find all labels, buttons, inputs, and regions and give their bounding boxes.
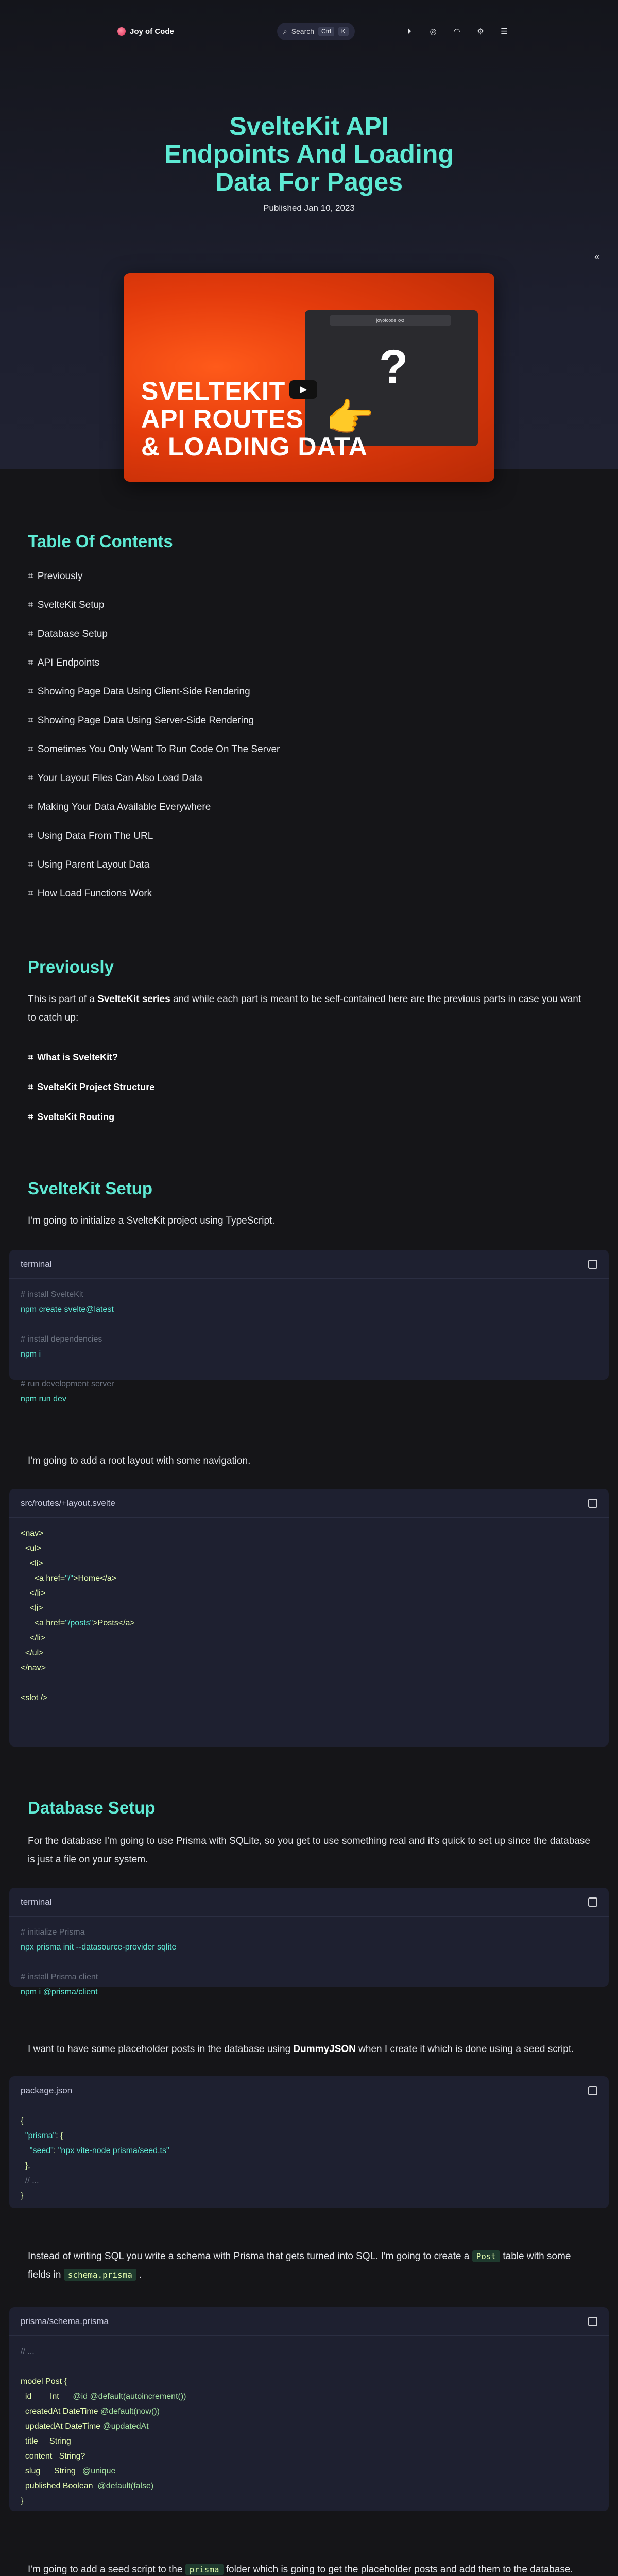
- code-filename: prisma/schema.prisma: [21, 2316, 109, 2326]
- toc-item-label: Your Layout Files Can Also Load Data: [37, 773, 203, 784]
- text: I'm going to add a seed script to the: [28, 2564, 185, 2575]
- text: This is part of a: [28, 994, 98, 1005]
- toc-item[interactable]: [28, 744, 280, 755]
- brand-name: Joy of Code: [130, 27, 174, 36]
- link-label: SvelteKit Routing: [37, 1112, 115, 1122]
- copy-icon[interactable]: [588, 2317, 597, 2326]
- hash-icon: ⌗: [28, 686, 33, 697]
- logo-icon: [117, 27, 126, 36]
- code-content: # initialize Prisma npx prisma init --datasource-provider sqlite # install Prisma client npm i @prisma/client: [21, 1928, 177, 1996]
- text: I want to have some placeholder posts in the database using: [28, 2044, 294, 2055]
- hash-icon: ⌗: [28, 1082, 33, 1092]
- video-address-bar: joyofcode.xyz: [330, 315, 451, 326]
- toc-item-label: How Load Functions Work: [37, 888, 152, 899]
- code-block: [9, 1489, 609, 1747]
- hash-icon: ⌗: [28, 715, 33, 726]
- search-button[interactable]: [277, 23, 355, 40]
- hash-icon: ⌗: [28, 802, 33, 812]
- toc-item-label: Using Parent Layout Data: [37, 859, 150, 870]
- rss-icon[interactable]: ◠: [453, 27, 460, 36]
- hash-icon: ⌗: [28, 1112, 33, 1122]
- toc-item-label: Database Setup: [37, 629, 108, 639]
- code-filename: terminal: [21, 1259, 52, 1269]
- text: folder which is going to get the placeholder posts and add them to the database.: [223, 2564, 573, 2575]
- title-line: Endpoints And Loading: [164, 140, 454, 168]
- hero-text-line: API ROUTES: [141, 404, 304, 433]
- series-link[interactable]: SvelteKit series: [97, 994, 170, 1005]
- play-icon[interactable]: ▶: [289, 380, 317, 399]
- code-content: // ... model Post { id Int @id @default(autoincrement()) createdAt DateTime @default(now()) updatedAt DateTime @updatedAt title String content String? slug String @unique published Boolean @default(false) }: [21, 2347, 186, 2505]
- previous-part-link[interactable]: [28, 1112, 114, 1123]
- question-mark: ?: [379, 341, 408, 393]
- post-title: [0, 112, 618, 196]
- hash-icon: ⌗: [28, 571, 33, 582]
- hash-icon: ⌗: [28, 600, 33, 611]
- link-label: What is SvelteKit?: [37, 1052, 118, 1062]
- database-intro: For the database I'm going to use Prisma with SQLite, so you get to use something real and it's quick to set up since the database is just a file on your system.: [28, 1836, 590, 1865]
- previously-heading: Previously: [28, 957, 114, 976]
- toc-item[interactable]: [28, 571, 82, 582]
- text: Instead of writing SQL you write a schema with Prisma that gets turned into SQL. I'm going to create a: [28, 2251, 472, 2262]
- code-content: { "prisma": { "seed": "npx vite-node prisma/seed.ts" }, // ... }: [21, 2116, 169, 2200]
- dummyjson-link[interactable]: DummyJSON: [293, 2044, 356, 2055]
- text: when I create it which is done using a seed script.: [355, 2044, 574, 2055]
- toc-item[interactable]: [28, 629, 108, 640]
- layout-intro: I'm going to add a root layout with some navigation.: [28, 1455, 251, 1466]
- code-filename: src/routes/+layout.svelte: [21, 1498, 115, 1508]
- hash-icon: ⌗: [28, 773, 33, 784]
- inline-code: Post: [472, 2250, 501, 2262]
- top-navigation: [117, 19, 509, 44]
- pointing-hand-icon: 👉: [325, 396, 374, 440]
- code-block: [9, 1250, 609, 1403]
- title-line: Data For Pages: [215, 167, 403, 196]
- toc-item-label: SvelteKit Setup: [37, 600, 105, 611]
- toc-item[interactable]: [28, 686, 250, 698]
- theme-icon[interactable]: ⚙: [477, 27, 484, 36]
- setup-intro: I'm going to initialize a SvelteKit project using TypeScript.: [28, 1215, 275, 1226]
- toc-item-label: Sometimes You Only Want To Run Code On The Server: [37, 744, 280, 755]
- copy-icon[interactable]: [588, 1499, 597, 1508]
- toc-heading: Table Of Contents: [28, 532, 173, 551]
- shortcut-key: K: [338, 27, 349, 36]
- code-filename: terminal: [21, 1896, 52, 1907]
- brand-link[interactable]: [117, 27, 174, 36]
- schema-text: [28, 2247, 590, 2284]
- hero-text-line: SVELTEKIT: [141, 377, 286, 405]
- database-heading: Database Setup: [28, 1798, 156, 1817]
- inline-code: prisma: [185, 2564, 224, 2575]
- toc-item-label: Making Your Data Available Everywhere: [37, 802, 211, 812]
- toc-item[interactable]: [28, 888, 152, 900]
- toc-item-label: API Endpoints: [37, 657, 100, 668]
- collapse-sidebar-icon[interactable]: «: [594, 251, 600, 262]
- dummy-text: [28, 2040, 590, 2059]
- hero-image: [124, 273, 494, 482]
- previously-text: [28, 990, 590, 1027]
- search-label: Search: [291, 27, 315, 36]
- code-block: [9, 2076, 609, 2208]
- hero-text-line: & LOADING DATA: [141, 432, 368, 461]
- toc-item-label: Using Data From The URL: [37, 831, 153, 841]
- hash-icon: ⌗: [28, 888, 33, 899]
- toc-item-label: Previously: [37, 571, 83, 582]
- search-icon: ⌕: [283, 27, 287, 36]
- hash-icon: ⌗: [28, 859, 33, 870]
- title-line: SvelteKit API: [229, 112, 389, 141]
- previous-part-link[interactable]: [28, 1052, 118, 1063]
- code-block: [9, 2307, 609, 2511]
- copy-icon[interactable]: [588, 2086, 597, 2095]
- seed-text: [28, 2561, 590, 2576]
- toc-item[interactable]: [28, 802, 211, 813]
- code-filename: package.json: [21, 2085, 73, 2095]
- copy-icon[interactable]: [588, 1897, 597, 1907]
- code-content: <nav> <ul> <li> <a href="/">Home</a> </li> <li> <a href="/posts">Posts</a> </li> </ul> </nav> <slot />: [21, 1529, 135, 1702]
- setup-heading: SvelteKit Setup: [28, 1179, 153, 1198]
- toc-item[interactable]: [28, 657, 99, 669]
- toc-item[interactable]: [28, 600, 105, 611]
- text: and while each part is meant to be self-contained here are the previous parts in case you want to catch up:: [28, 994, 581, 1023]
- text: table with some fields in: [28, 2251, 571, 2280]
- toc-item-label: Showing Page Data Using Server-Side Rendering: [37, 715, 254, 726]
- inline-code: schema.prisma: [64, 2269, 136, 2281]
- toc-item[interactable]: [28, 715, 254, 726]
- shortcut-key: Ctrl: [318, 27, 334, 36]
- copy-icon[interactable]: [588, 1260, 597, 1269]
- youtube-icon[interactable]: ⏵: [407, 27, 411, 36]
- hash-icon: ⌗: [28, 657, 33, 668]
- previous-part-link[interactable]: [28, 1082, 154, 1093]
- code-content: # install SvelteKit npm create svelte@latest # install dependencies npm i # run development server npm run dev: [21, 1290, 114, 1403]
- toc-item-label: Showing Page Data Using Client-Side Rendering: [37, 686, 250, 697]
- link-label: SvelteKit Project Structure: [37, 1082, 155, 1092]
- published-date: Published Jan 10, 2023: [263, 203, 355, 213]
- text: .: [136, 2269, 142, 2280]
- code-block: [9, 1888, 609, 1996]
- hash-icon: ⌗: [28, 744, 33, 755]
- menu-icon[interactable]: ☰: [501, 27, 508, 36]
- toc-item[interactable]: [28, 859, 149, 871]
- toc-item[interactable]: [28, 831, 153, 842]
- hash-icon: ⌗: [28, 1052, 33, 1062]
- hash-icon: ⌗: [28, 831, 33, 841]
- hash-icon: ⌗: [28, 629, 33, 639]
- github-icon[interactable]: ◎: [430, 27, 437, 36]
- toc-item[interactable]: [28, 773, 202, 784]
